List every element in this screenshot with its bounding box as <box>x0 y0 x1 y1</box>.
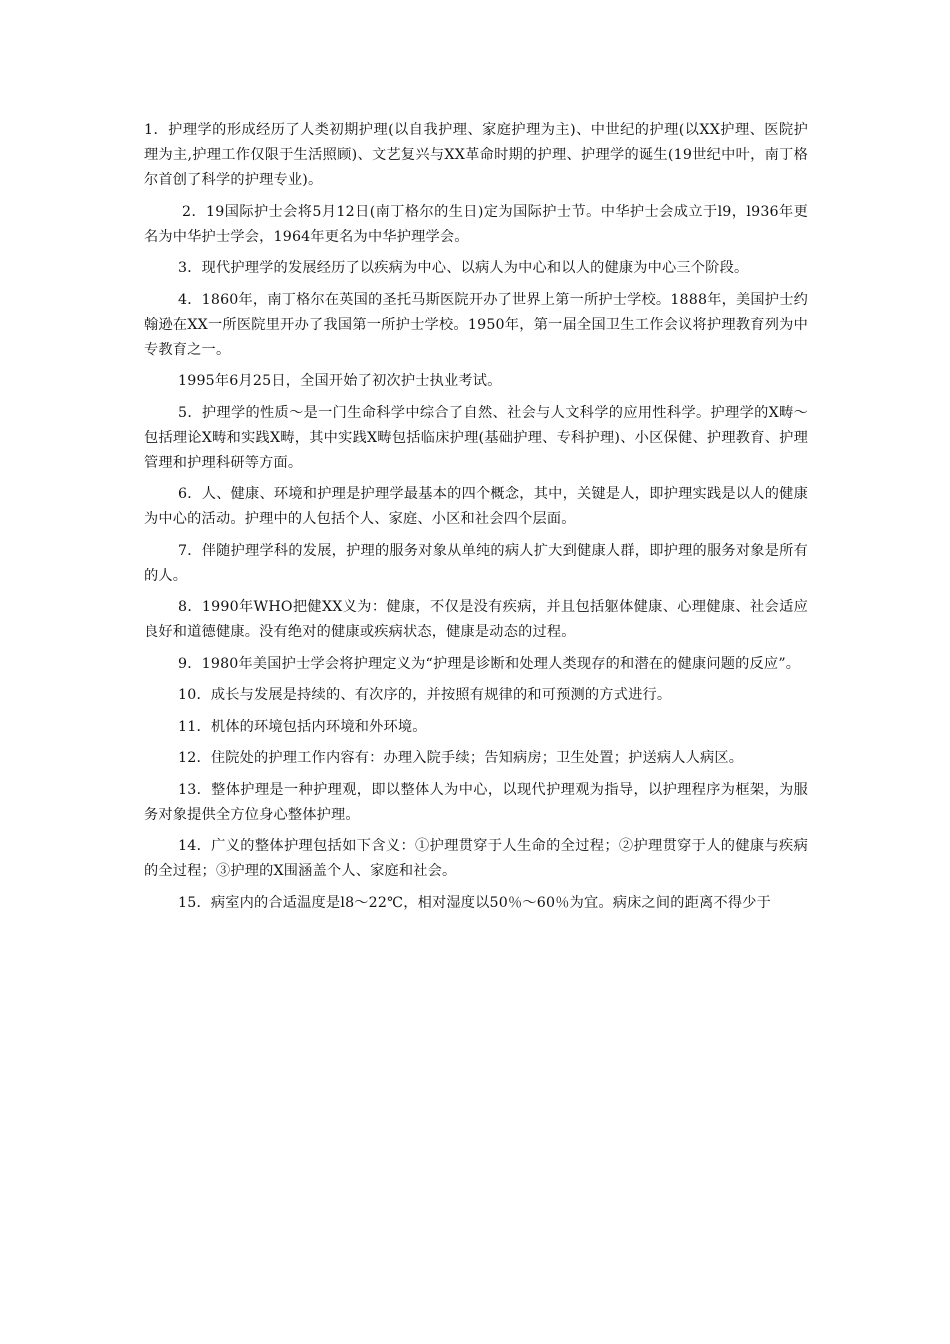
paragraph-11: 11．机体的环境包括内环境和外环境。 <box>178 718 427 735</box>
paragraph-5: 5．护理学的性质～是一门生命科学中综合了自然、社会与人文科学的应用性科学。护理学的X畴～包括理论X畴和实践X畴，其中实践X畴包括临床护理(基础护理、专科护理)、小区保健、护理教育、护理管理和护理科研等方面。 <box>144 404 808 471</box>
paragraph-3: 3．现代护理学的发展经历了以疾病为中心、以病人为中心和以人的健康为中心三个阶段。 <box>178 260 749 276</box>
paragraph-exam-date: 1995年6月25日，全国开始了初次护士执业考试。 <box>178 373 502 389</box>
paragraph-9: 9．1980年美国护士学会将护理定义为“护理是诊断和处理人类现存的和潜在的健康问题的反应”。 <box>178 655 801 672</box>
paragraph-8: 8．1990年WHO把健XX义为：健康，不仅是没有疾病，并且包括躯体健康、心理健康、社会适应良好和道德健康。没有绝对的健康或疾病状态，健康是动态的过程。 <box>144 599 808 640</box>
paragraph-4: 4．1860年，南丁格尔在英国的圣托马斯医院开办了世界上第一所护士学校。1888年，美国护士约翰逊在XX一所医院里开办了我国第一所护士学校。1950年，第一届全国卫生工作会议将护理教育列为中专教育之一。 <box>144 291 808 358</box>
paragraph-6: 6．人、健康、环境和护理是护理学最基本的四个概念，其中，关键是人，即护理实践是以人的健康为中心的活动。护理中的人包括个人、家庭、小区和社会四个层面。 <box>144 486 808 527</box>
paragraph-13: 13．整体护理是一种护理观，即以整体人为中心，以现代护理观为指导，以护理程序为框架，为服务对象提供全方位身心整体护理。 <box>144 781 808 823</box>
paragraph-7: 7．伴随护理学科的发展，护理的服务对象从单纯的病人扩大到健康人群，即护理的服务对象是所有的人。 <box>144 542 808 584</box>
document-body <box>144 118 808 922</box>
paragraph-10: 10．成长与发展是持续的、有次序的，并按照有规律的和可预测的方式进行。 <box>178 687 672 703</box>
paragraph-14: 14．广义的整体护理包括如下含义：①护理贯穿于人生命的全过程；②护理贯穿于人的健康与疾病的全过程；③护理的X围涵盖个人、家庭和社会。 <box>144 838 808 879</box>
paragraph-1: 1．护理学的形成经历了人类初期护理(以自我护理、家庭护理为主)、中世纪的护理(以XX护理、医院护理为主,护理工作仅限于生活照顾)、文艺复兴与XX革命时期的护理、护理学的诞生(19世纪中叶，南丁格尔首创了科学的护理专业)。 <box>144 122 808 188</box>
paragraph-12: 12．住院处的护理工作内容有：办理入院手续；告知病房；卫生处置；护送病人人病区。 <box>178 750 744 766</box>
paragraph-15: 15．病室内的合适温度是l8～22℃，相对湿度以50％～60％为宜。病床之间的距离不得少于 <box>178 894 772 911</box>
paragraph-2: 2．19国际护士会将5月12日(南丁格尔的生日)定为国际护士节。中华护士会成立于l9，l936年更名为中华护士学会，1964年更名为中华护理学会。 <box>144 203 808 245</box>
